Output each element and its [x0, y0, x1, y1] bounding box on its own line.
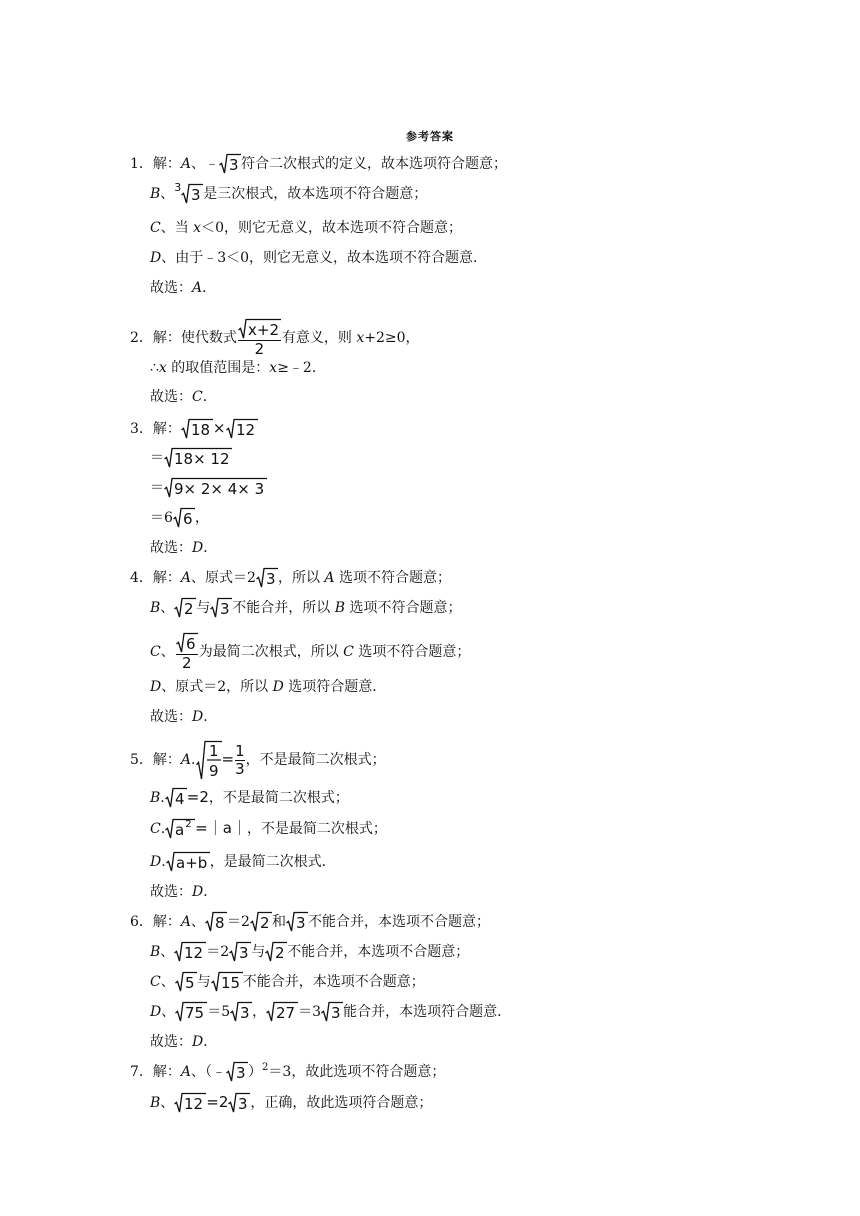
radical [175, 1001, 207, 1023]
answer-suffix: ． [203, 1034, 218, 1050]
radical [174, 941, 206, 963]
q2-line-1 [130, 318, 420, 358]
explanation-text: 与 [196, 974, 211, 990]
radical-sign [174, 1092, 206, 1114]
separator: 、 [161, 1004, 176, 1020]
option-label: D [150, 1004, 162, 1020]
denominator: 2 [254, 340, 265, 358]
explanation-text: 为最简二次根式，所以 [198, 644, 344, 660]
radicand: 27 [276, 1004, 296, 1022]
radical [174, 597, 196, 619]
q1-line-c [150, 215, 462, 241]
radical-sign [211, 971, 243, 993]
radicand: x+2 [247, 321, 279, 339]
fraction [176, 632, 198, 672]
q4-line-a [130, 565, 451, 591]
explanation-text: 不能合并，所以 [232, 600, 335, 616]
explanation-text: 符合二次根式的定义，故本选项符合题意； [241, 156, 508, 172]
radical-sign [175, 1001, 207, 1023]
denominator: 9 [208, 762, 219, 780]
equals-sign: ＝ [150, 480, 164, 496]
radical-sign [181, 183, 203, 205]
radical-sign [164, 447, 232, 469]
q5-line-b [150, 784, 349, 810]
radical [229, 941, 251, 963]
explanation-text: 、原式＝2 [191, 570, 256, 586]
radical-sign [226, 1061, 248, 1083]
option-label: B [150, 186, 161, 202]
equals-sign: ＝3 [298, 1004, 322, 1020]
radical-sign [174, 597, 196, 619]
answer-choice: D [192, 884, 204, 900]
answer-suffix: ． [202, 280, 217, 296]
denominator: 2 [181, 654, 192, 672]
radical [265, 941, 287, 963]
equals-sign: ＝ [150, 450, 164, 466]
radicand: 2 [184, 600, 194, 618]
q2-line-2 [150, 355, 326, 381]
radical [210, 597, 232, 619]
radical-sign [174, 941, 206, 963]
option-label: B [334, 600, 346, 616]
radicand: 3 [265, 570, 276, 588]
explanation-text: 是三次根式，故本选项不符合题意； [203, 186, 428, 202]
option-label: A [180, 570, 192, 586]
option-label: D [150, 679, 162, 695]
radical-sign [164, 477, 267, 499]
radicand: 4 [174, 790, 185, 808]
option-label: C [150, 644, 161, 660]
answer-choice: D [192, 540, 204, 556]
radicand: 3 [295, 914, 306, 932]
radicand: 18× 12 [174, 450, 230, 468]
radical [181, 183, 203, 205]
radicand: 6 [185, 635, 196, 653]
separator: 、 [191, 914, 206, 930]
radicand: 8 [215, 914, 225, 932]
fraction [238, 318, 281, 358]
punctuation: . [191, 752, 196, 768]
option-label: C [150, 821, 161, 837]
option-label: C [343, 644, 354, 660]
q4-line-b [150, 595, 462, 621]
equals-sign: ＝2 [227, 914, 250, 930]
option-label: A [180, 914, 192, 930]
radicand: 3 [331, 1004, 341, 1022]
option-label: B [150, 944, 161, 960]
q4-answer [150, 704, 217, 730]
separator: 、当 [160, 220, 194, 236]
separator: 、 [160, 1095, 175, 1111]
answer-suffix: ． [203, 540, 218, 556]
times-sign: × [212, 419, 226, 437]
explanation-text: 选项不符合题意； [345, 600, 462, 616]
option-label: B [150, 790, 161, 806]
q6-line-b [150, 939, 469, 965]
separator: 、 [160, 974, 175, 990]
explanation-text: 、由于﹣3＜0，则它无意义，故本选项不符合题意． [161, 250, 488, 266]
radicand: 3 [191, 186, 201, 204]
answer-suffix: ． [203, 709, 218, 725]
radical-sign [286, 911, 308, 933]
q1-answer [150, 275, 216, 301]
radicand: 12 [235, 421, 255, 439]
explanation-text: +2≥0， [364, 330, 420, 346]
radical-sign [173, 507, 195, 529]
q5-number: 5．解： [130, 752, 181, 768]
option-label: D [150, 250, 162, 266]
therefore-symbol: ∴ [150, 360, 159, 376]
q5-answer [150, 879, 217, 905]
radical-sign [256, 567, 278, 589]
explanation-text: 和 [271, 914, 286, 930]
radical [226, 418, 258, 440]
exponent: 2 [185, 819, 192, 830]
answer-prefix: 故选： [150, 280, 192, 296]
radicand: 15 [220, 974, 240, 992]
explanation-text: ＜0，则它无意义，故本选项不符合题意； [201, 220, 462, 236]
radicand: 5 [184, 974, 195, 992]
explanation-text: 不能合并，本选项不合题意； [287, 944, 470, 960]
q5-line-d [150, 849, 336, 875]
punctuation: . [161, 854, 166, 870]
variable: x [269, 360, 278, 376]
punctuation: ， [252, 1004, 267, 1020]
q7-line-b [150, 1089, 432, 1115]
radical [228, 1092, 250, 1114]
answer-prefix: 故选： [150, 1034, 192, 1050]
radical-sign [229, 941, 251, 963]
explanation-text: ≥﹣2． [277, 360, 326, 376]
q4-line-c [150, 632, 471, 672]
page-title: 参考答案 [406, 130, 454, 143]
punctuation: ， [194, 510, 209, 526]
radical [256, 567, 278, 589]
variable: x [158, 360, 167, 376]
explanation-text: 选项不符合题意； [353, 644, 471, 660]
equals-sign: ＝2 [206, 944, 230, 960]
radical [174, 1092, 206, 1114]
radical-sign [181, 418, 213, 440]
radicand: a+b [175, 854, 207, 872]
explanation-text: 的取值范围是： [166, 360, 270, 376]
separator: 、 [160, 644, 175, 660]
radical [238, 318, 281, 340]
variable: x [356, 330, 365, 346]
radical-fraction [196, 740, 222, 780]
separator: 、 [160, 186, 175, 202]
paren: ） [248, 1064, 263, 1080]
q5-line-a [130, 740, 386, 780]
option-label: C [150, 974, 161, 990]
radical-sign [205, 911, 227, 933]
separator: 、 [160, 600, 175, 616]
radicand: 3 [240, 1004, 250, 1022]
explanation-text: ，正确，故此选项符合题意； [250, 1095, 433, 1111]
radicand: 3 [220, 600, 230, 618]
q3-line-4 [150, 505, 209, 531]
q6-line-a [130, 909, 490, 935]
q1-number: 1．解： [130, 156, 181, 172]
explanation-text: 选项符合题意． [283, 679, 387, 695]
radicand: 18 [190, 421, 211, 439]
explanation-text: ，不是最简二次根式； [208, 790, 349, 806]
q6-answer [150, 1029, 217, 1055]
radical-sign [265, 941, 287, 963]
option-label: A [324, 570, 335, 586]
radical [226, 1061, 248, 1083]
punctuation: . [160, 821, 166, 837]
radical-sign [228, 1092, 250, 1114]
numerator: 1 [235, 741, 245, 760]
q3-line-3 [150, 475, 267, 501]
radical [181, 418, 213, 440]
q6-line-d [150, 999, 511, 1025]
radicand: 6 [182, 510, 193, 528]
q1-line-b [150, 181, 427, 207]
q7-number: 7．解： [130, 1064, 181, 1080]
q3-line-2 [150, 445, 232, 471]
equals-sign: =2 [186, 788, 209, 806]
explanation-text: ＝3，故此选项不符合题意； [268, 1064, 446, 1080]
answer-prefix: 故选： [150, 540, 192, 556]
radical [230, 1001, 252, 1023]
explanation-text: 与 [251, 944, 266, 960]
explanation-text: ，不是最简二次根式； [245, 752, 386, 768]
option-label: D [150, 854, 162, 870]
punctuation: . [160, 790, 165, 806]
radical-sign [210, 597, 232, 619]
answer-choice: A [192, 280, 203, 296]
q2-answer [150, 384, 217, 410]
radical [211, 971, 243, 993]
answer-choice: D [192, 709, 204, 725]
q7-line-a [130, 1059, 445, 1085]
radicand: 3 [229, 156, 239, 174]
separator: 、﹣ [191, 156, 220, 172]
fraction [235, 743, 245, 778]
radicand: 12 [184, 1095, 204, 1113]
radical-sign [250, 911, 272, 933]
radical [176, 632, 198, 654]
radical [286, 911, 308, 933]
q5-line-c [150, 815, 387, 841]
radical [166, 851, 210, 873]
explanation-text: 不能合并，本选项不合题意； [307, 914, 490, 930]
root-index: 3 [174, 181, 182, 194]
exponent: 2 [262, 1062, 269, 1073]
radicand: 3 [236, 1064, 246, 1082]
explanation-text: ，是最简二次根式． [209, 854, 336, 870]
q6-number: 6．解： [130, 914, 181, 930]
radical-sign [175, 971, 197, 993]
radicand: 3 [239, 944, 249, 962]
q4-number: 4．解： [130, 570, 181, 586]
option-label: B [150, 600, 161, 616]
radical-sign [219, 153, 241, 175]
answer-prefix: 故选： [150, 389, 192, 405]
explanation-text: 选项不符合题意； [334, 570, 451, 586]
radical-sign [176, 632, 198, 654]
option-label: A [180, 752, 192, 768]
option-label: A [180, 1064, 192, 1080]
radical [173, 507, 195, 529]
radicand: 9× 2× 4× 3 [174, 480, 265, 498]
denominator: 3 [235, 759, 245, 778]
q2-number: 2．解：使代数式 [130, 330, 237, 346]
radicand: 75 [185, 1004, 205, 1022]
radicand: a [175, 821, 185, 839]
radical [164, 477, 267, 499]
option-label: A [180, 156, 192, 172]
radical [266, 1001, 298, 1023]
q3-number: 3．解： [130, 421, 181, 437]
answer-prefix: 故选： [150, 884, 192, 900]
explanation-text: 与 [196, 600, 211, 616]
answer-choice: C [192, 389, 203, 405]
radical [175, 971, 197, 993]
radical [250, 911, 272, 933]
absolute-value: =｜a｜ [195, 819, 247, 837]
separator: 、（﹣ [191, 1064, 227, 1080]
equals-sign: ＝5 [207, 1004, 231, 1020]
q1-line-a [130, 151, 507, 177]
radical-sign [321, 1001, 343, 1023]
radical [219, 153, 241, 175]
numerator: 1 [208, 742, 219, 760]
q1-line-d [150, 245, 487, 271]
radical-sign [166, 851, 210, 873]
radical-sign [238, 318, 281, 340]
answer-suffix: ． [202, 389, 217, 405]
radical [321, 1001, 343, 1023]
radicand: 2 [259, 914, 270, 932]
radical-sign [266, 1001, 298, 1023]
explanation-text: 不能合并，本选项不合题意； [242, 974, 425, 990]
explanation-text: 能合并，本选项符合题意． [343, 1004, 512, 1020]
radical-sign [230, 1001, 252, 1023]
explanation-text: 、原式＝2，所以 [161, 679, 273, 695]
explanation-text: ，不是最简二次根式； [246, 821, 387, 837]
variable: x [193, 220, 202, 236]
radicand: 3 [238, 1095, 248, 1113]
radical-sign [196, 740, 222, 780]
radicand: 12 [184, 944, 204, 962]
radical [205, 911, 227, 933]
explanation-text: ，所以 [277, 570, 325, 586]
answer-prefix: 故选： [150, 709, 192, 725]
q6-line-c [150, 969, 425, 995]
option-label: B [150, 1095, 161, 1111]
radical-sign [165, 818, 195, 840]
option-label: D [272, 679, 284, 695]
explanation-text: 有意义，则 [281, 330, 357, 346]
answer-choice: D [192, 1034, 204, 1050]
q3-line-1 [130, 415, 258, 441]
q4-line-d [150, 674, 386, 700]
radical-sign [165, 787, 187, 809]
radical-sign [226, 418, 258, 440]
radical [164, 447, 232, 469]
equals-sign: ＝6 [150, 510, 173, 526]
radical [165, 787, 187, 809]
q3-answer [150, 535, 217, 561]
separator: 、 [160, 944, 175, 960]
radical [165, 818, 195, 840]
equals-sign: =2 [206, 1093, 229, 1111]
option-label: C [150, 220, 161, 236]
radicand: 2 [275, 944, 285, 962]
answer-suffix: ． [203, 884, 218, 900]
equals-sign: = [221, 750, 235, 768]
